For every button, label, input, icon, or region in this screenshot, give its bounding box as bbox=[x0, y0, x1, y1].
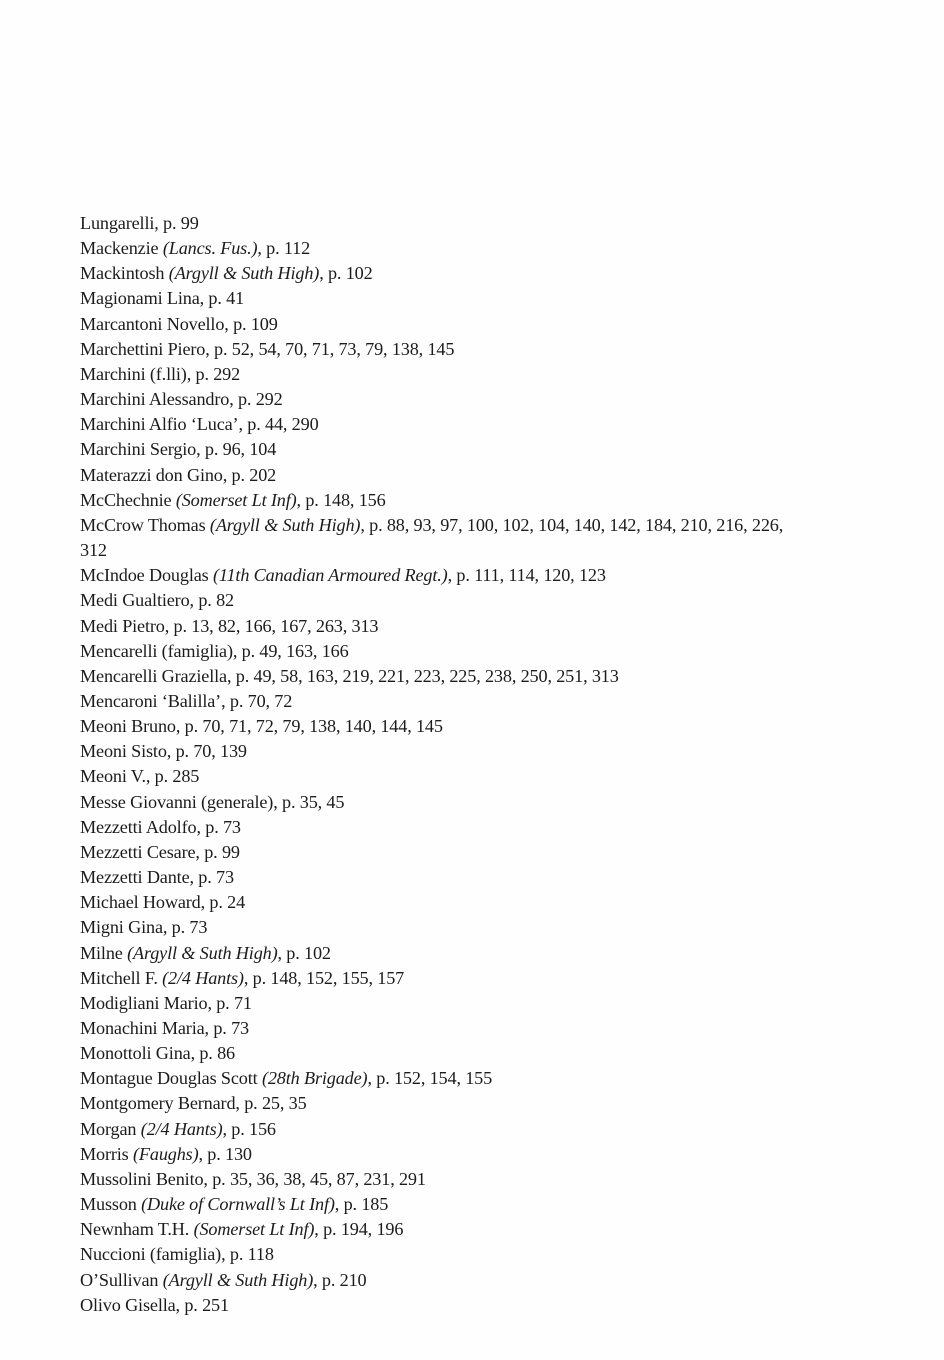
entry-name: Marcantoni Novello bbox=[80, 313, 225, 334]
entry-name: Mackenzie bbox=[80, 238, 163, 259]
index-entry bbox=[80, 639, 800, 664]
entry-name: Mackintosh bbox=[80, 263, 169, 284]
entry-name: Meoni Sisto bbox=[80, 741, 167, 762]
entry-unit-note: (2/4 Hants) bbox=[140, 1118, 223, 1139]
index-entry bbox=[80, 437, 800, 462]
entry-page-refs: , p. 210 bbox=[313, 1269, 367, 1290]
entry-name: Marchini (f.lli) bbox=[80, 363, 187, 384]
index-entry bbox=[80, 840, 800, 865]
entry-name: Meoni Bruno bbox=[80, 716, 176, 737]
name-index-list bbox=[80, 211, 800, 1318]
entry-page-refs: , p. 24 bbox=[200, 892, 246, 913]
entry-page-refs: , p. 49, 58, 163, 219, 221, 223, 225, 238, 250, 251, 313 bbox=[226, 665, 619, 686]
index-entry bbox=[80, 236, 800, 261]
entry-page-refs: , p. 185 bbox=[334, 1194, 389, 1215]
entry-page-refs: , p. 202 bbox=[222, 464, 277, 485]
entry-page-refs: , p. 292 bbox=[186, 363, 241, 384]
entry-page-refs: , p. 25, 35 bbox=[235, 1093, 307, 1114]
entry-page-refs: , p. 194, 196 bbox=[314, 1219, 404, 1240]
index-entry bbox=[80, 286, 800, 311]
entry-page-refs: , p. 13, 82, 166, 167, 263, 313 bbox=[164, 615, 379, 636]
entry-name: Musson bbox=[80, 1194, 142, 1215]
entry-name: Mezzetti Dante bbox=[80, 867, 190, 888]
entry-page-refs: , p. 41 bbox=[199, 288, 245, 309]
index-entry bbox=[80, 312, 800, 337]
index-entry bbox=[80, 1117, 800, 1142]
entry-name: McChechnie bbox=[80, 489, 176, 510]
entry-unit-note: (Lancs. Fus.) bbox=[162, 238, 258, 259]
entry-page-refs: , p. 71 bbox=[207, 992, 252, 1013]
entry-name: Monottoli Gina bbox=[80, 1043, 191, 1064]
entry-page-refs: , p. 285 bbox=[145, 766, 200, 787]
entry-name: Magionami Lina bbox=[80, 288, 200, 309]
index-entry bbox=[80, 865, 800, 890]
entry-page-refs: , p. 292 bbox=[229, 389, 283, 410]
index-entry bbox=[80, 966, 800, 991]
entry-page-refs: , p. 70, 139 bbox=[166, 741, 247, 762]
entry-page-refs: , p. 130 bbox=[198, 1143, 252, 1164]
index-entry bbox=[80, 211, 800, 236]
entry-name: Mezzetti Adolfo bbox=[80, 816, 197, 837]
index-entry bbox=[80, 463, 800, 488]
index-entry bbox=[80, 1016, 800, 1041]
entry-name: Medi Pietro bbox=[80, 615, 165, 636]
entry-name: Modigliani Mario bbox=[80, 992, 208, 1013]
entry-unit-note: (Somerset Lt Inf) bbox=[175, 489, 297, 510]
entry-unit-note: (Argyll & Suth High) bbox=[162, 1269, 314, 1290]
index-entry bbox=[80, 261, 800, 286]
entry-page-refs: , p. 82 bbox=[189, 590, 234, 611]
entry-page-refs: , p. 35, 36, 38, 45, 87, 231, 291 bbox=[203, 1168, 426, 1189]
entry-name: Olivo Gisella bbox=[80, 1294, 176, 1315]
entry-page-refs: , p. 109 bbox=[224, 313, 278, 334]
index-entry bbox=[80, 488, 800, 513]
index-entry bbox=[80, 563, 800, 588]
entry-name: Michael Howard bbox=[80, 892, 201, 913]
index-entry bbox=[80, 1142, 800, 1167]
entry-page-refs: , p. 148, 152, 155, 157 bbox=[243, 967, 405, 988]
entry-name: Marchettini Piero bbox=[80, 338, 206, 359]
entry-page-refs: , p. 111, 114, 120, 123 bbox=[447, 565, 606, 586]
entry-page-refs: , p. 156 bbox=[222, 1118, 276, 1139]
entry-name: Monachini Maria bbox=[80, 1018, 205, 1038]
entry-page-refs: , p. 112 bbox=[257, 238, 311, 259]
entry-page-refs: , p. 152, 154, 155 bbox=[367, 1068, 493, 1089]
entry-name: Morris bbox=[80, 1143, 134, 1164]
entry-name: Meoni V. bbox=[80, 766, 146, 787]
index-entry bbox=[80, 1242, 800, 1267]
entry-name: Mencarelli (famiglia) bbox=[80, 640, 233, 661]
entry-name: Marchini Sergio bbox=[80, 439, 197, 460]
entry-name: Montgomery Bernard bbox=[80, 1093, 236, 1114]
index-entry bbox=[80, 815, 800, 840]
entry-name: Mitchell F. bbox=[80, 967, 163, 988]
entry-unit-note: (Argyll & Suth High) bbox=[168, 263, 320, 284]
index-entry bbox=[80, 689, 800, 714]
index-entry bbox=[80, 513, 800, 563]
index-entry bbox=[80, 991, 800, 1016]
entry-page-refs: , p. 88, 93, 97, 100, 102, 104, 140, 142, 184, 210, 216, 226, 312 bbox=[80, 514, 784, 561]
entry-page-refs: , p. 73 bbox=[204, 1018, 249, 1038]
index-entry bbox=[80, 337, 800, 362]
entry-name: Marchini Alessandro bbox=[80, 389, 230, 410]
index-entry bbox=[80, 764, 800, 789]
index-entry bbox=[80, 890, 800, 915]
index-entry bbox=[80, 1091, 800, 1116]
entry-page-refs: , p. 102 bbox=[319, 263, 373, 284]
entry-page-refs: , p. 99 bbox=[195, 841, 240, 862]
entry-page-refs: , p. 96, 104 bbox=[196, 439, 277, 460]
entry-name: O’Sullivan bbox=[80, 1269, 163, 1290]
index-entry bbox=[80, 915, 800, 940]
entry-name: Lungarelli bbox=[80, 213, 155, 233]
entry-unit-note: (Duke of Cornwall’s Lt Inf) bbox=[141, 1194, 335, 1215]
index-entry bbox=[80, 1217, 800, 1242]
entry-name: Morgan bbox=[80, 1118, 141, 1139]
entry-page-refs: , p. 99 bbox=[154, 213, 199, 233]
index-entry bbox=[80, 941, 800, 966]
entry-name: Materazzi don Gino bbox=[80, 464, 223, 485]
entry-page-refs: , p. 49, 163, 166 bbox=[232, 640, 349, 661]
index-entry bbox=[80, 714, 800, 739]
entry-name: Mencaroni ‘Balilla’ bbox=[80, 690, 222, 711]
index-entry bbox=[80, 1167, 800, 1192]
index-entry bbox=[80, 588, 800, 613]
index-entry bbox=[80, 1041, 800, 1066]
index-entry bbox=[80, 362, 800, 387]
entry-unit-note: (Argyll & Suth High) bbox=[209, 514, 361, 535]
entry-page-refs: , p. 70, 72 bbox=[221, 690, 293, 711]
entry-page-refs: , p. 44, 290 bbox=[238, 414, 319, 435]
index-entry bbox=[80, 739, 800, 764]
entry-name: Newnham T.H. bbox=[80, 1219, 194, 1240]
entry-unit-note: (2/4 Hants) bbox=[162, 967, 244, 988]
entry-name: Messe Giovanni (generale) bbox=[80, 791, 274, 812]
entry-page-refs: , p. 251 bbox=[175, 1294, 229, 1315]
entry-name: Medi Gualtiero bbox=[80, 590, 190, 611]
entry-page-refs: , p. 118 bbox=[221, 1244, 274, 1265]
entry-unit-note: (Somerset Lt Inf) bbox=[193, 1219, 315, 1240]
entry-page-refs: , p. 70, 71, 72, 79, 138, 140, 144, 145 bbox=[175, 716, 443, 737]
index-entry bbox=[80, 790, 800, 815]
entry-page-refs: , p. 148, 156 bbox=[296, 489, 386, 510]
index-entry bbox=[80, 1192, 800, 1217]
index-entry bbox=[80, 412, 800, 437]
entry-page-refs: , p. 73 bbox=[162, 917, 208, 938]
index-entry bbox=[80, 387, 800, 412]
entry-name: Montague Douglas Scott bbox=[80, 1068, 262, 1089]
entry-page-refs: , p. 73 bbox=[196, 816, 241, 837]
entry-unit-note: (Faughs) bbox=[133, 1143, 199, 1164]
entry-name: McCrow Thomas bbox=[80, 514, 210, 535]
index-entry bbox=[80, 1293, 800, 1318]
entry-name: Migni Gina bbox=[80, 917, 163, 938]
entry-name: Mussolini Benito bbox=[80, 1168, 204, 1189]
entry-unit-note: (28th Brigade) bbox=[261, 1068, 368, 1089]
entry-page-refs: , p. 102 bbox=[277, 942, 331, 963]
entry-page-refs: , p. 73 bbox=[189, 867, 234, 888]
entry-page-refs: , p. 86 bbox=[190, 1043, 235, 1064]
entry-name: Mezzetti Cesare bbox=[80, 841, 196, 862]
entry-unit-note: (Argyll & Suth High) bbox=[127, 942, 278, 963]
entry-name: McIndoe Douglas bbox=[80, 565, 213, 586]
entry-name: Marchini Alfio ‘Luca’ bbox=[80, 414, 239, 435]
entry-page-refs: , p. 35, 45 bbox=[273, 791, 345, 812]
entry-unit-note: (11th Canadian Armoured Regt.) bbox=[212, 565, 448, 586]
index-entry bbox=[80, 1066, 800, 1091]
index-entry bbox=[80, 664, 800, 689]
entry-page-refs: , p. 52, 54, 70, 71, 73, 79, 138, 145 bbox=[205, 338, 455, 359]
entry-name: Nuccioni (famiglia) bbox=[80, 1244, 222, 1265]
entry-name: Mencarelli Graziella bbox=[80, 665, 227, 686]
index-entry bbox=[80, 614, 800, 639]
index-entry bbox=[80, 1268, 800, 1293]
entry-name: Milne bbox=[80, 942, 128, 963]
